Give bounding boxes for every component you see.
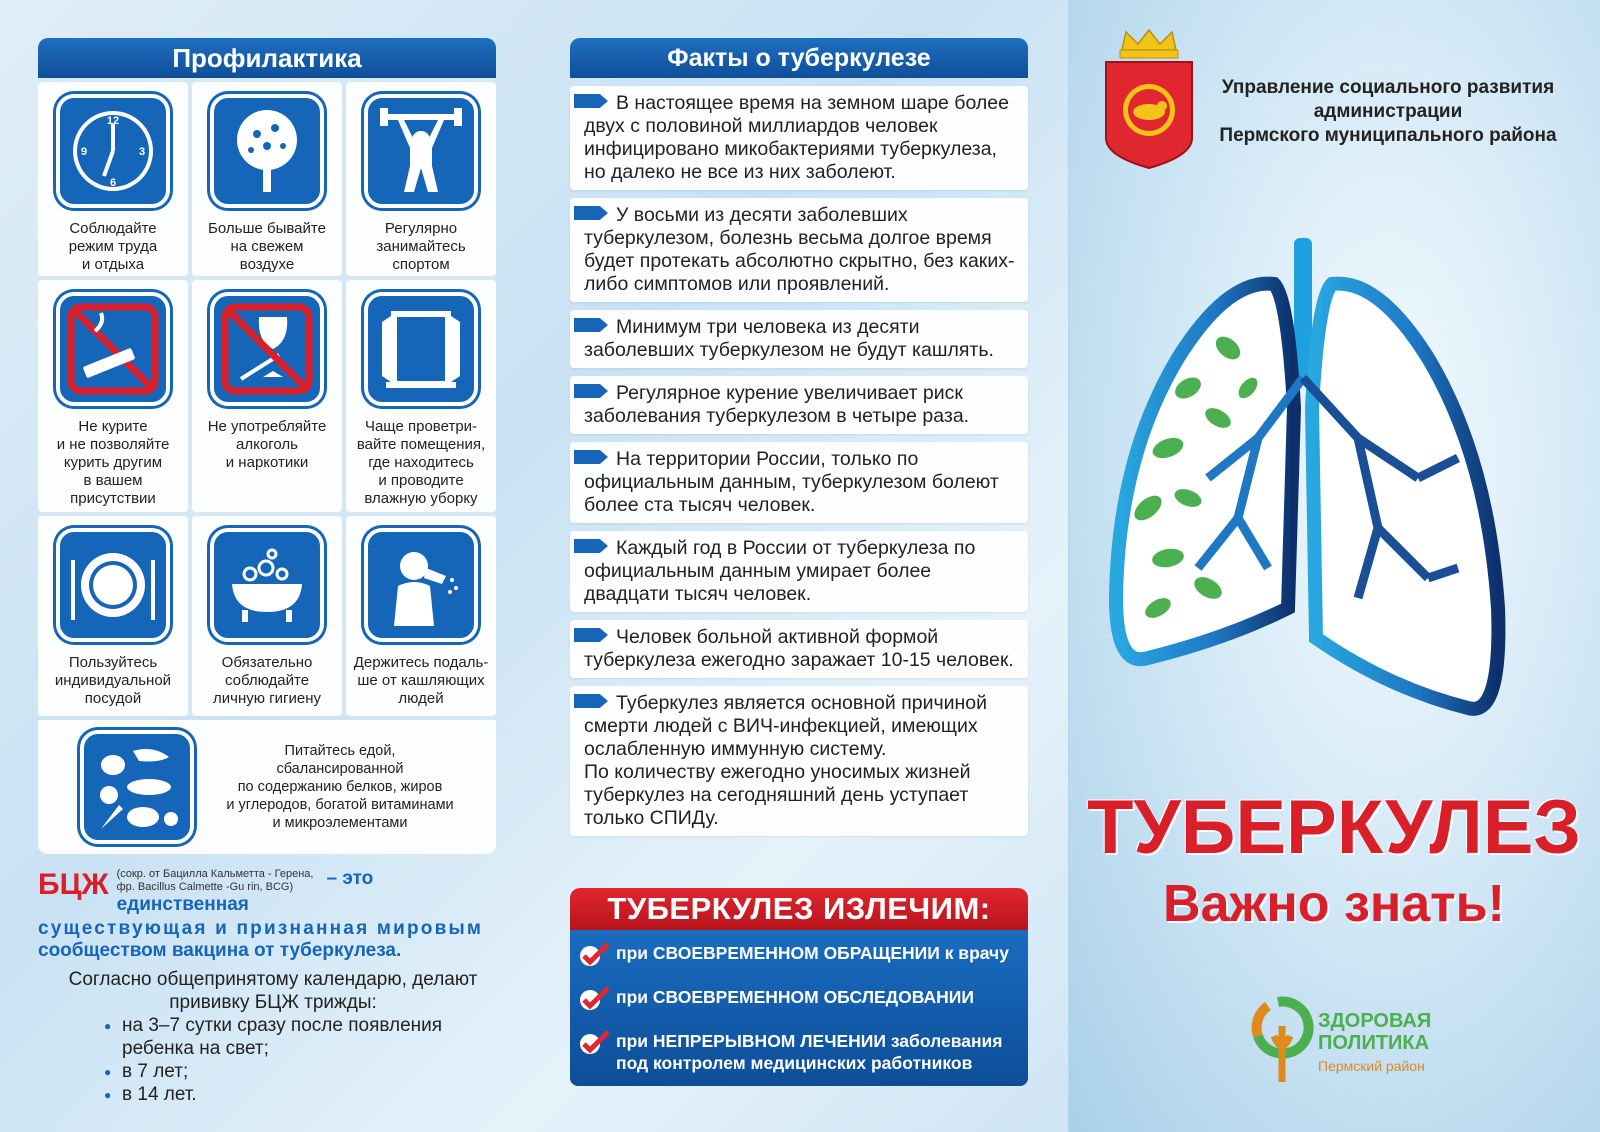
logo-title [1318,1010,1431,1054]
tip-sport [346,82,496,276]
fact-item [570,442,1028,523]
bcg-line3: сообществом вакцина от туберкулеза. [38,940,402,961]
tip-no-smoking [38,280,188,512]
tip-hygiene [192,516,342,716]
bcg-dash-text: – это единственная [116,868,374,915]
prevention-grid [38,78,496,716]
clock-icon [56,94,170,208]
fact-text: У восьми из десяти заболевших туберкулезом, болезнь весьма долгое время будет протекать абсолютно скрытно, без каких-либо симптомов или проявлений. [584,204,1015,295]
food-label: Питайтесь едой, сбалансированной по содержанию белков, жиров и углеродов, богатой витаминами и микроэлементами [226,743,454,831]
tip-no-alcohol [192,280,342,512]
bcg-schedule [104,1014,508,1106]
coughing-person-icon [364,528,478,642]
fact-item [570,620,1028,678]
svg-text:9: 9 [80,146,88,158]
curable-text: при СВОЕВРЕМЕННОМ ОБРАЩЕНИИ к врачу [616,943,1009,963]
coat-of-arms-icon [1104,28,1194,170]
tree-icon [210,94,324,208]
fact-item [570,86,1028,190]
fact-text: Минимум три человека из десяти заболевших туберкулезом не будут кашлять. [584,316,994,361]
prevention-title: Профилактика [38,38,496,78]
weightlifter-icon [364,94,478,208]
list-item: ● в 14 лет. [104,1083,508,1106]
window-icon [364,292,478,406]
bcg-section [38,868,508,1106]
tip-balanced-diet [38,720,496,854]
logo-subtitle: Пермский район [1318,1058,1425,1074]
tip-label: Регулярно занимайтесь спортом [376,220,466,273]
curable-text: при НЕПРЕРЫВНОМ ЛЕЧЕНИИ заболевания под контролем медицинских работников [616,1031,1003,1073]
no-alcohol-icon [210,292,324,406]
tip-label: Больше бывайте на свежем воздухе [208,220,326,273]
list-item [578,986,1018,1012]
tip-label: Держитесь подаль- ше от кашляющих людей [353,654,489,707]
logo-line: ЗДОРОВАЯ [1318,1010,1432,1032]
facts-section [570,38,1028,836]
fact-text: На территории России, только по официальным данным, туберкулезом болеют более ста тысяч человек. [584,448,999,516]
plate-icon [56,528,170,642]
list-item [578,942,1018,968]
tip-label: Соблюдайте режим труда и отдыха [68,220,158,273]
fact-item [570,531,1028,612]
bcg-abbr: БЦЖ [38,868,109,901]
curable-list [570,930,1028,1086]
svg-text:6: 6 [109,177,117,189]
tip-label: Не употребляйте алкоголь и наркотики [207,418,327,471]
tip-label: Обязательно соблюдайте личную гигиену [213,654,321,707]
fact-text: Туберкулез является основной причиной смерти людей с ВИЧ-инфекцией, имеющих ослабленную иммунную систему. По количеству ежегодно уносимых жизней туберкулез на сегодняшний день уступает только СПИДу. [584,692,988,829]
svg-text:12: 12 [106,115,120,127]
fact-item [570,310,1028,368]
tip-label: Чаще проветри- вайте помещения, где находитесь и проводите влажную уборку [356,418,486,507]
tip-label: Не курите и не позволяйте курить другим в вашем присутствии [56,418,170,507]
no-smoking-icon [56,292,170,406]
tip-fresh-air [192,82,342,276]
checkmark-icon [578,1030,610,1056]
arrow-icon [574,318,608,332]
curable-title: ТУБЕРКУЛЕЗ ИЗЛЕЧИМ: [570,888,1028,930]
list-item: ● в 7 лет; [104,1060,508,1083]
arrow-icon [574,384,608,398]
tip-avoid-coughing [346,516,496,716]
bcg-line2: существующая и признанная мировым [38,918,484,939]
page-subtitle: Важно знать! [1163,875,1505,933]
facts-title: Факты о туберкулезе [570,38,1028,78]
organization-name: Управление социального развития администрации Пермского муниципального района [1219,77,1557,146]
fact-text: Каждый год в России от туберкулеза по официальным данным умирает более двадцати тысяч человек. [584,537,976,605]
fact-text: Регулярное курение увеличивает риск заболевания туберкулезом в четыре раза. [584,382,970,427]
logo-line: ПОЛИТИКА [1318,1032,1430,1054]
lungs-icon [1108,238,1568,738]
fact-item [570,198,1028,302]
prevention-section [38,38,496,854]
checkmark-icon [578,942,610,968]
arrow-icon [574,450,608,464]
fact-item [570,376,1028,434]
arrow-icon [574,206,608,220]
arrow-icon [574,539,608,553]
svg-text:3: 3 [138,146,146,158]
fact-item [570,686,1028,836]
tip-label: Пользуйтесь индивидуальной посудой [54,654,172,707]
fact-text: В настоящее время на земном шаре более двух с половиной миллиардов человек инфицировано микобактериями туберкулеза, но далеко не все из них заболеют. [584,92,1009,183]
tip-ventilate [346,280,496,512]
list-item [578,1030,1018,1074]
tip-rest [38,82,188,276]
bathtub-icon [210,528,324,642]
page-title: ТУБЕРКУЛЕЗ [1087,785,1581,870]
list-item: ● на 3–7 сутки сразу после появления ребенка на свет; [104,1014,508,1060]
arrow-icon [574,694,608,708]
tip-own-dishes [38,516,188,716]
curable-section [570,888,1028,1086]
arrow-icon [574,628,608,642]
food-icon [80,730,194,844]
fact-text: Человек больной активной формой туберкулеза ежегодно заражает 10-15 человек. [584,626,1014,671]
bcg-note: (сокр. от Бацилла Кальметта - Герена, фр. Bacillus Calmette -Gu rin, BCG) [116,868,314,893]
checkmark-icon [578,986,610,1012]
curable-text: при СВОЕВРЕМЕННОМ ОБСЛЕДОВАНИИ [616,987,974,1007]
bcg-header [38,868,508,916]
bcg-text: Согласно общепринятому календарю, делают прививку БЦЖ трижды: [68,969,478,1013]
arrow-icon [574,94,608,108]
